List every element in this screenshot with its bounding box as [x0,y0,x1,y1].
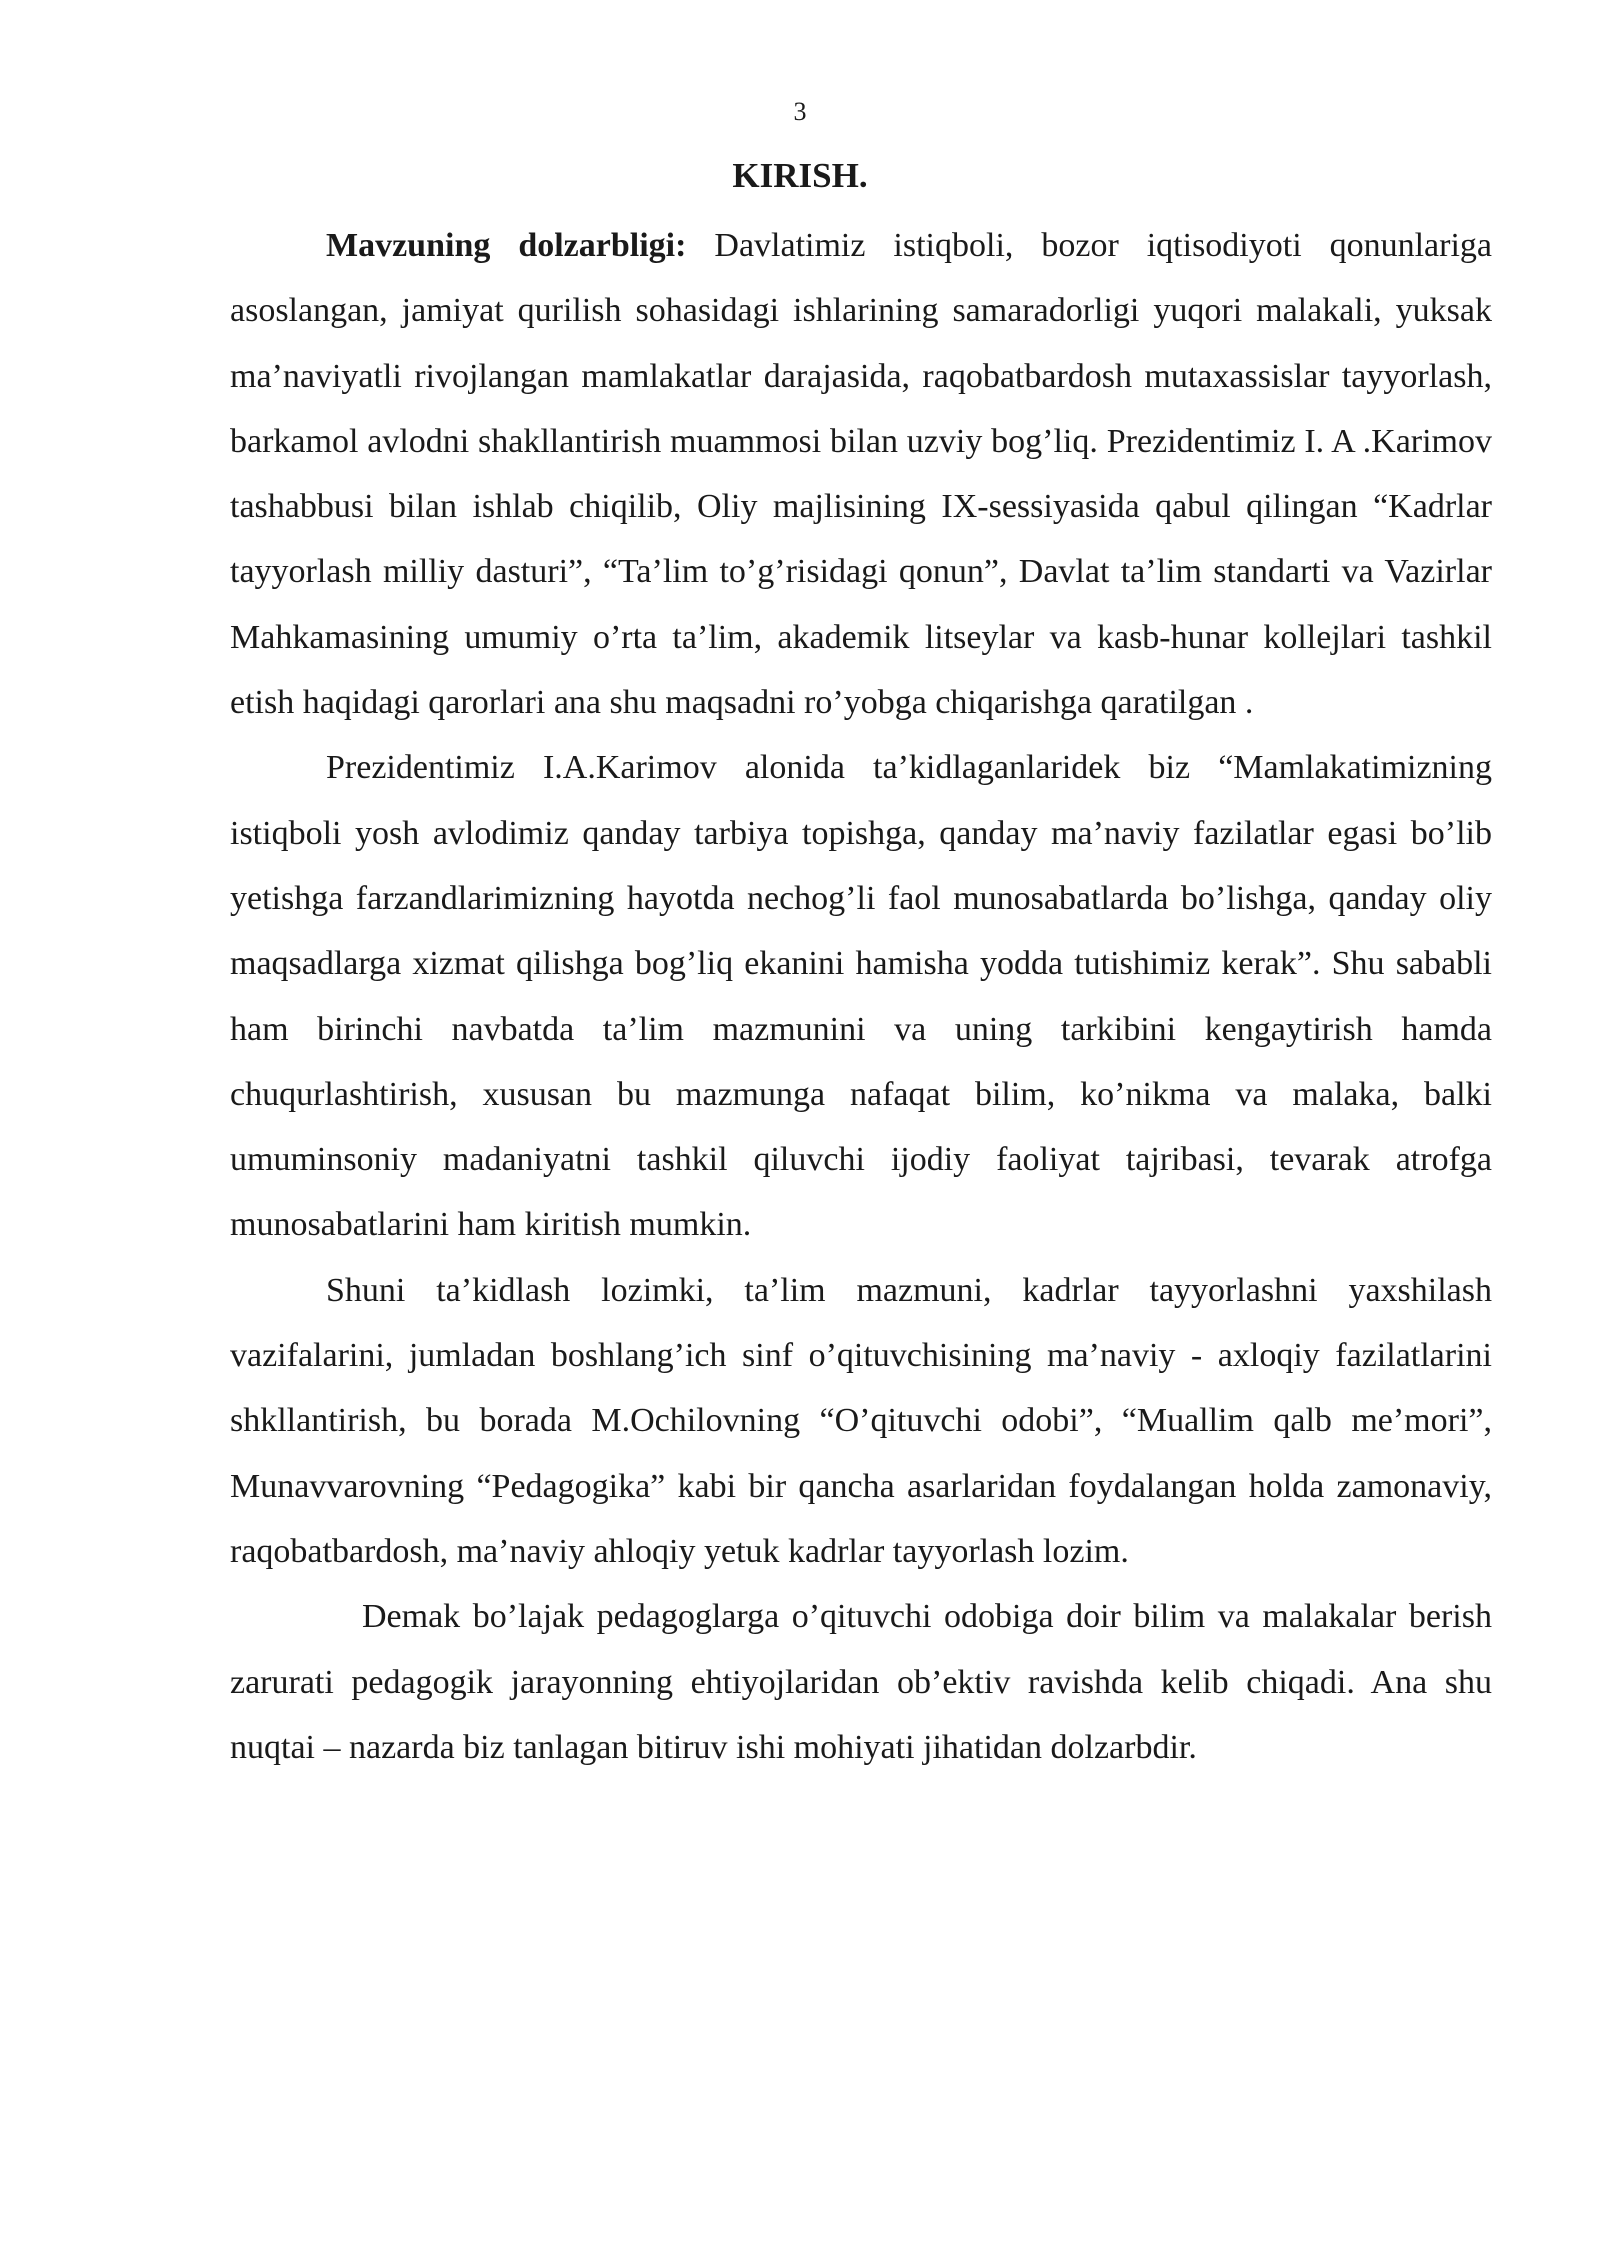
paragraph-training [230,1258,1492,1584]
paragraph-text: Davlatimiz istiqboli, bozor iqtisodiyoti qonunlariga asoslangan, jamiyat qurilish sohasidagi ishlarining samaradorligi yuqori malakali, yuksak ma’naviyatli rivojlangan mamlakatlar darajasida, raqobatbardosh mutaxassislar tayyorlash, barkamol avlodni shakllantirish muammosi bilan uzviy bog’liq. Prezidentimiz I. A .Karimov tashabbusi bilan ishlab chiqilib, Oliy majlisining IX-sessiyasida qabul qilingan “Kadrlar tayyorlash milliy dasturi”, “Ta’lim to’g’risidagi qonun”, Davlat ta’lim standarti va Vazirlar Mahkamasining umumiy o’rta ta’lim, akademik litseylar va kasb-hunar kollejlari tashkil etish haqidagi qarorlari ana shu maqsadni ro’yobga chiqarishga qaratilgan . [230,227,1492,722]
paragraph-conclusion [230,1584,1492,1780]
paragraph-text: Shuni ta’kidlash lozimki, ta’lim mazmuni, kadrlar tayyorlashni yaxshilash vazifalarini, jumladan boshlang’ich sinf o’qituvchisining ma’naviy - axloqiy fazilatlarini shkllantirish, bu borada M.Ochilovning “O’qituvchi odobi”, “Muallim qalb me’mori”, Munavvarovning “Pedagogika” kabi bir qancha asarlaridan foydalangan holda zamonaviy, raqobatbardosh, ma’naviy ahloqiy yetuk kadrlar tayyorlash lozim. [230,1271,1492,1570]
paragraph-lead: Mavzuning dolzarbligi: [326,227,687,264]
body-text [230,213,1492,1780]
paragraph-text: Prezidentimiz I.A.Karimov alonida ta’kidlaganlaridek biz “Mamlakatimizning istiqboli yosh avlodimiz qanday tarbiya topishga, qanday ma’naviy fazilatlar egasi bo’lib yetishga farzandlarimizning hayotda nechog’li faol munosabatlarda bo’lishga, qanday oliy maqsadlarga xizmat qilishga bog’liq ekanini hamisha yodda tutishimiz kerak”. Shu sababli ham birinchi navbatda ta’lim mazmunini va uning tarkibini kengaytirish hamda chuqurlashtirish, xususan bu mazmunga nafaqat bilim, ko’nikma va malaka, balki umuminsoniy madaniyatni tashkil qiluvchi ijodiy faoliyat tajribasi, tevarak atrofga munosabatlarini ham kiritish mumkin. [230,749,1492,1244]
paragraph-text: Demak bo’lajak pedagoglarga o’qituvchi odobiga doir bilim va malakalar berish zarurati pedagogik jarayonning ehtiyojlaridan ob’ektiv ravishda kelib chiqadi. Ana shu nuqtai – nazarda biz tanlagan bitiruv ishi mohiyati jihatidan dolzarbdir. [230,1598,1492,1766]
page-title: KIRISH. [732,156,868,195]
paragraph-relevance [230,213,1492,735]
page-number: 3 [793,97,807,126]
paragraph-president-quote [230,735,1492,1257]
